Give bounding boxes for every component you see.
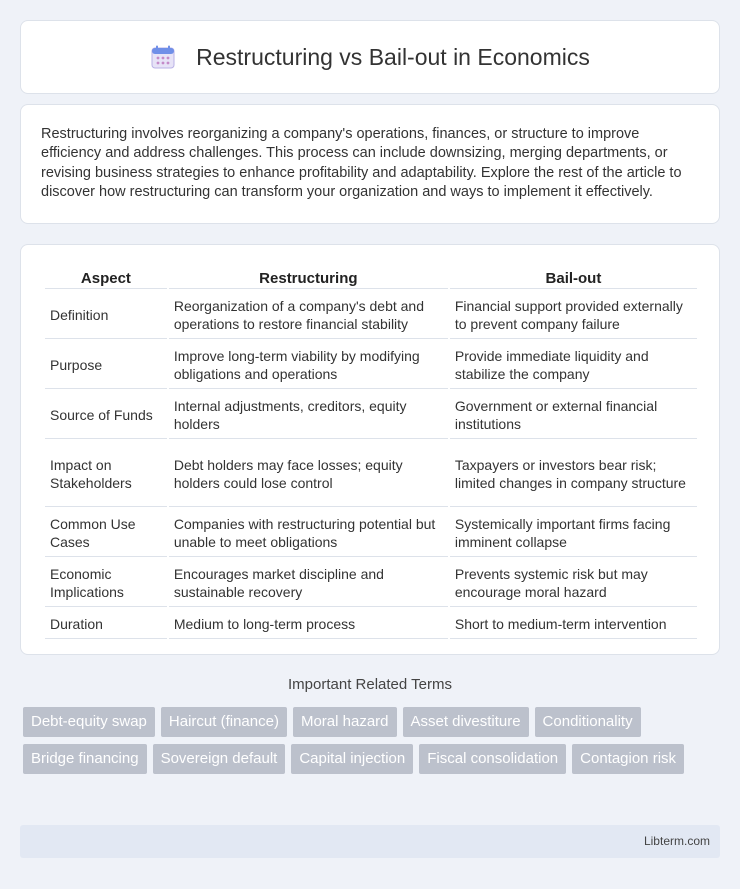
table-cell-restructuring: Improve long-term viability by modifying obligations and operations [169, 341, 448, 389]
table-row [45, 391, 697, 439]
table-cell-bail-out: Short to medium-term intervention [450, 609, 697, 639]
table-row [45, 609, 697, 639]
table-cell-restructuring: Debt holders may face losses; equity holders could lose control [169, 441, 448, 507]
table-cell-bail-out: Government or external financial institutions [450, 391, 697, 439]
table-row [45, 559, 697, 607]
related-term-tag[interactable]: Sovereign default [153, 744, 286, 774]
table-cell-restructuring: Medium to long-term process [169, 609, 448, 639]
table-cell-aspect: Impact on Stakeholders [45, 441, 167, 507]
table-cell-bail-out: Prevents systemic risk but may encourage moral hazard [450, 559, 697, 607]
related-term-tag[interactable]: Capital injection [291, 744, 413, 774]
calendar-icon [150, 44, 176, 70]
table-cell-bail-out: Provide immediate liquidity and stabilize the company [450, 341, 697, 389]
related-term-tag[interactable]: Conditionality [535, 707, 641, 737]
table-cell-aspect: Source of Funds [45, 391, 167, 439]
column-header-aspect: Aspect [45, 267, 167, 289]
related-terms-list [23, 707, 713, 774]
related-term-tag[interactable]: Moral hazard [293, 707, 397, 737]
intro-card [20, 104, 720, 224]
table-cell-aspect: Purpose [45, 341, 167, 389]
comparison-card [20, 244, 720, 655]
footer-brand-link[interactable]: Libterm.com [643, 834, 710, 848]
table-cell-aspect: Common Use Cases [45, 509, 167, 557]
related-term-tag[interactable]: Bridge financing [23, 744, 147, 774]
table-cell-aspect: Definition [45, 291, 167, 339]
table-cell-restructuring: Encourages market discipline and sustainable recovery [169, 559, 448, 607]
intro-text: Restructuring involves reorganizing a company's operations, finances, or structure to improve efficiency and address challenges. This process can include downsizing, merging departments, or revising business strategies to enhance profitability and adaptability. Explore the rest of the article to discover how restructuring can transform your organization and ways to implement it effectively. [41, 126, 682, 201]
related-term-tag[interactable]: Asset divestiture [403, 707, 529, 737]
footer [20, 825, 720, 858]
table-header-row [45, 267, 697, 289]
table-cell-aspect: Duration [45, 609, 167, 639]
table-cell-restructuring: Companies with restructuring potential but unable to meet obligations [169, 509, 448, 557]
table-cell-bail-out: Financial support provided externally to prevent company failure [450, 291, 697, 339]
table-cell-bail-out: Systemically important firms facing imminent collapse [450, 509, 697, 557]
table-cell-restructuring: Internal adjustments, creditors, equity holders [169, 391, 448, 439]
related-term-tag[interactable]: Debt-equity swap [23, 707, 155, 737]
table-cell-restructuring: Reorganization of a company's debt and operations to restore financial stability [169, 291, 448, 339]
table-row [45, 509, 697, 557]
related-term-tag[interactable]: Contagion risk [572, 744, 684, 774]
related-terms-title: Important Related Terms [288, 676, 452, 693]
comparison-table [43, 265, 699, 641]
table-cell-bail-out: Taxpayers or investors bear risk; limited changes in company structure [450, 441, 697, 507]
table-cell-aspect: Economic Implications [45, 559, 167, 607]
related-term-tag[interactable]: Fiscal consolidation [419, 744, 566, 774]
table-row [45, 441, 697, 507]
header-card [20, 20, 720, 94]
related-term-tag[interactable]: Haircut (finance) [161, 707, 287, 737]
column-header-bail-out: Bail-out [450, 267, 697, 289]
table-row [45, 291, 697, 339]
page-title: Restructuring vs Bail-out in Economics [196, 43, 590, 70]
column-header-restructuring: Restructuring [169, 267, 448, 289]
table-row [45, 341, 697, 389]
